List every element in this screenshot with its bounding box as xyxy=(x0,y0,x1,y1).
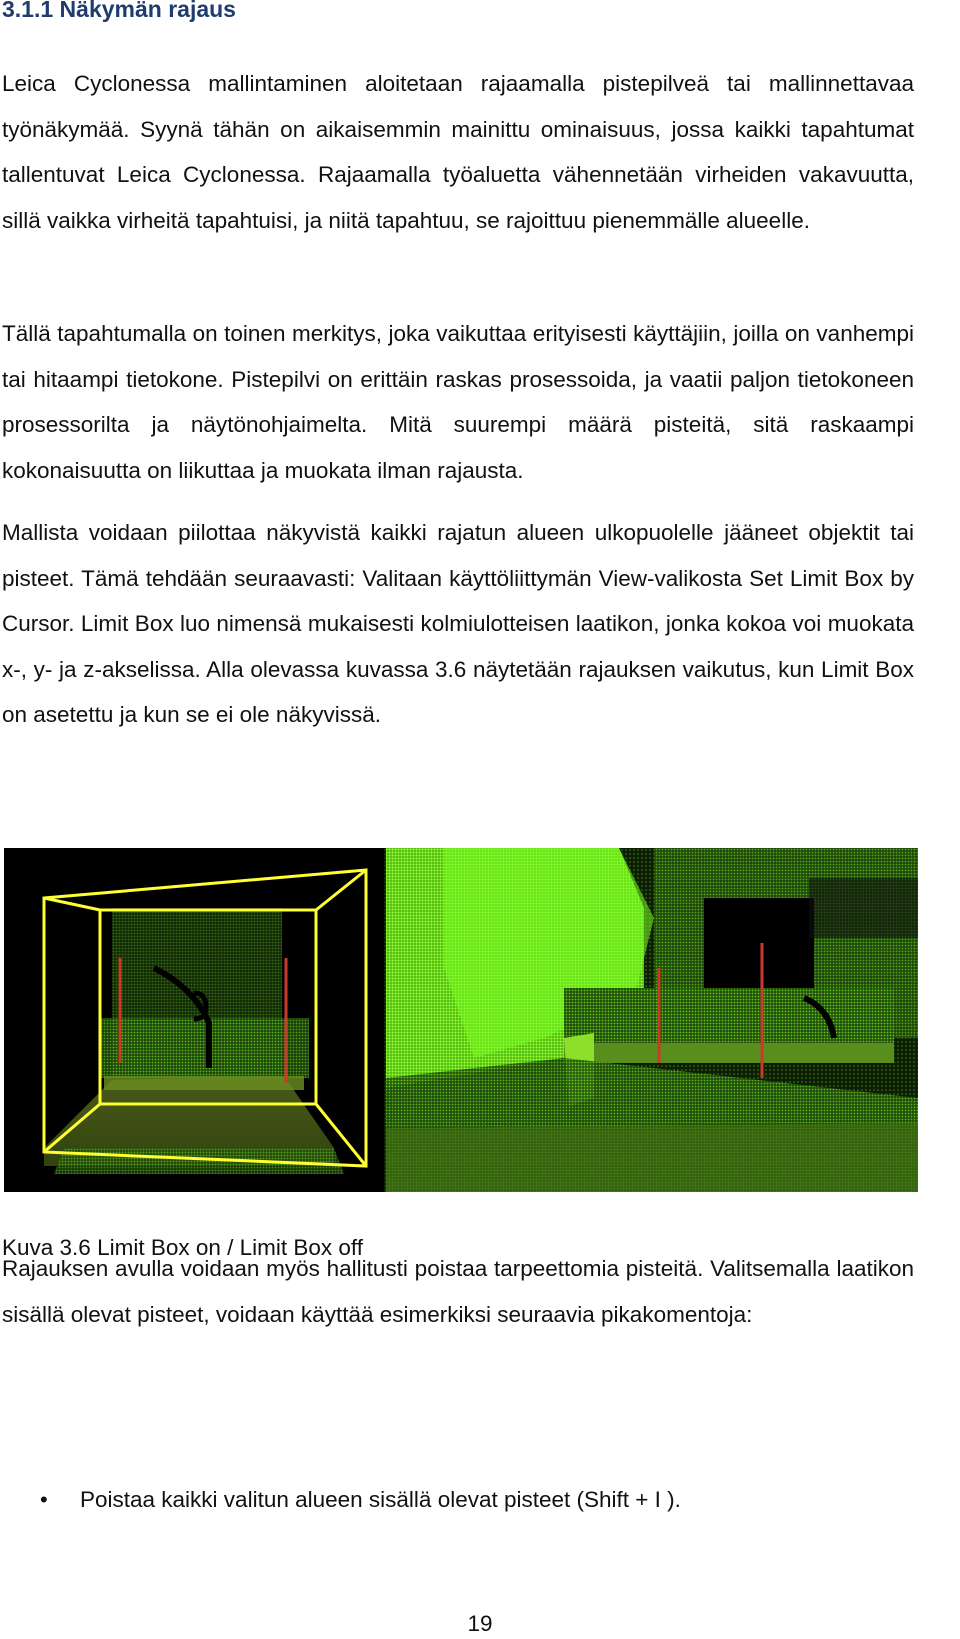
point-cloud-image xyxy=(4,848,918,1192)
section-heading: 3.1.1 Näkymän rajaus xyxy=(2,0,236,22)
paragraph-performance: Tällä tapahtumalla on toinen merkitys, joka vaikuttaa erityisesti käyttäjiin, joilla on vanhempi tai hitaampi tietokone. Pistepilvi on erittäin raskas prosessoida, ja vaatii paljon tietokoneen prosessorilta ja näytönohjaimelta. Mitä suurempi määrä pisteitä, sitä raskaampi kokonaisuutta on liikuttaa ja muokata ilman rajausta. xyxy=(2,321,914,483)
list-item xyxy=(0,1480,920,1520)
bullet-icon: • xyxy=(40,1487,48,1512)
point-cloud-figure xyxy=(4,848,918,1192)
paragraph-delete-points: Rajauksen avulla voidaan myös hallitusti poistaa tarpeettomia pisteitä. Valitsemalla laatikon sisällä olevat pisteet, voidaan käyttää esimerkiksi seuraavia pikakomentoja: xyxy=(2,1256,914,1327)
limit-box-on-panel xyxy=(4,848,382,1192)
figure-caption: Kuva 3.6 Limit Box on / Limit Box off xyxy=(2,1235,364,1260)
page-number: 19 xyxy=(467,1611,493,1636)
list-item-text: Poistaa kaikki valitun alueen sisällä olevat pisteet (Shift + I ). xyxy=(80,1487,681,1512)
paragraph-intro: Leica Cyclonessa mallintaminen aloitetaan rajaamalla pistepilveä tai mallinnettavaa työnäkymää. Syynä tähän on aikaisemmin mainittu ominaisuus, jossa kaikki tapahtumat tallentuvat Leica Cyclonessa. Rajaamalla työaluetta vähennetään virheiden vakavuutta, sillä vaikka virheitä tapahtuisi, ja niitä tapahtuu, se rajoittuu pienemmälle alueelle. xyxy=(2,71,914,233)
shortcut-list xyxy=(0,1480,920,1520)
paragraph-limit-box: Mallista voidaan piilottaa näkyvistä kaikki rajatun alueen ulkopuolelle jääneet objektit tai pisteet. Tämä tehdään seuraavasti: Valitaan käyttöliittymän View-valikosta Set Limit Box by Cursor. Limit Box luo nimensä mukaisesti kolmiulotteisen laatikon, jonka kokoa voi muokata x-, y- ja z-akselissa. Alla olevassa kuvassa 3.6 näytetään rajauksen vaikutus, kun Limit Box on asetettu ja kun se ei ole näkyvissä. xyxy=(2,520,914,727)
limit-box-off-panel xyxy=(384,848,918,1192)
